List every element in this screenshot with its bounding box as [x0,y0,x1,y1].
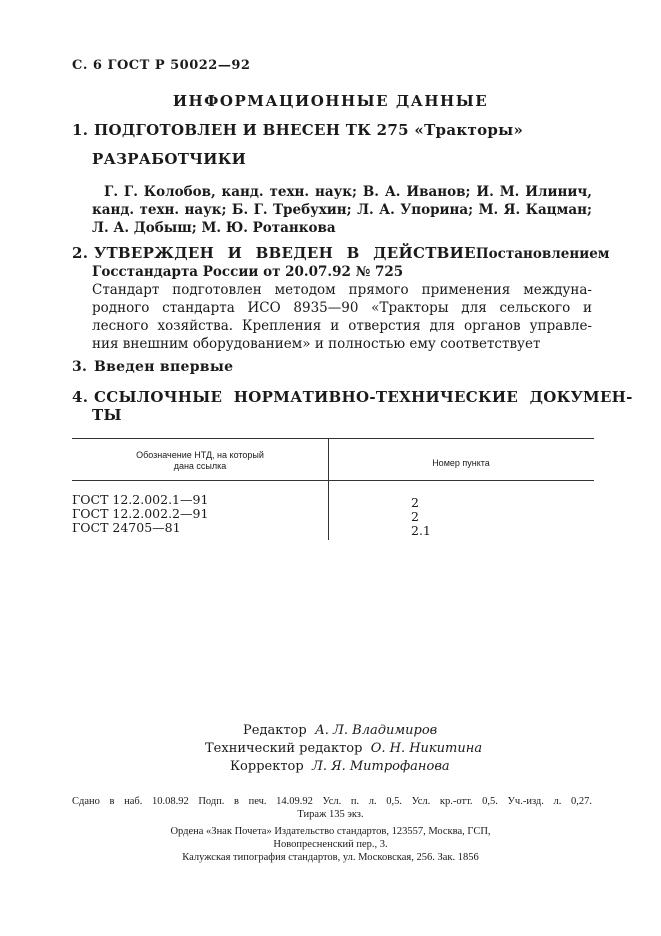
developers-line-2: канд. техн. наук; Б. Г. Требухин; Л. А. Упорина; М. Я. Кацман; [92,202,592,218]
section-2-heading [72,244,610,263]
table-header-doc: Обозначение НТД, на который дана ссылка [136,450,264,471]
section-2-text-line-2: родного стандарта ИСО 8935—90 «Тракторы для сельского и [92,300,592,316]
imprint-line-1: Сдано в наб. 10.08.92 Подп. в печ. 14.09.92 Усл. п. л. 0,5. Усл. кр.-отт. 0,5. Уч.-изд. л. 0,27. [72,796,592,807]
table-row-doc: ГОСТ 12.2.002.2—91 [72,506,209,521]
section-2-title: УТВЕРЖДЕН И ВВЕДЕН В ДЕЙСТВИЕ [94,244,476,262]
credit-technical-editor: Технический редактор О. Н. Никитина [205,741,483,756]
section-number: 3. [72,359,88,375]
table-row-item: 2 [411,509,419,524]
section-number: 1. [72,121,89,139]
section-2-text-line-4: ния внешним оборудованием» и полностью ему соответствует [92,336,541,352]
section-2-text-line-1: Стандарт подготовлен методом прямого применения междуна- [92,282,592,298]
section-2-text-line-3: лесного хозяйства. Крепления и отверстия для органов управле- [92,318,592,334]
developers-line-1: Г. Г. Колобов, канд. техн. наук; В. А. Иванов; И. М. Илинич, [104,184,592,200]
table-row-doc: ГОСТ 12.2.002.1—91 [72,492,209,507]
section-4-heading-cont: ТЫ [92,406,122,424]
table-row-item: 2.1 [411,523,431,538]
developers-line-3: Л. А. Добыш; М. Ю. Ротанкова [92,220,336,236]
section-2-resolution: Госстандарта России от 20.07.92 № 725 [92,264,404,280]
imprint-line-3: Ордена «Знак Почета» Издательство стандартов, 123557, Москва, ГСП, [170,826,491,837]
document-title: ИНФОРМАЦИОННЫЕ ДАННЫЕ [172,92,489,110]
table-header-rule [72,480,594,481]
table-top-rule [72,438,594,439]
page-header: С. 6 ГОСТ Р 50022—92 [72,58,251,73]
section-1-title: ПОДГОТОВЛЕН И ВНЕСЕН ТК 275 «Тракторы» [94,121,524,139]
section-4-title: ССЫЛОЧНЫЕ НОРМАТИВНО-ТЕХНИЧЕСКИЕ ДОКУМЕН- [94,388,633,406]
table-header-item: Номер пункта [432,458,490,468]
section-3-text: Введен впервые [94,359,234,375]
section-2-heading-tail: Постановлением [475,246,610,262]
section-number: 4. [72,388,89,406]
section-1-heading [72,121,523,139]
section-number: 2. [72,244,89,262]
developers-heading: РАЗРАБОТЧИКИ [92,150,247,168]
section-3 [72,359,233,375]
credit-corrector: Корректор Л. Я. Митрофанова [230,759,450,774]
imprint-line-4: Новопресненский пер., 3. [273,839,388,850]
table-row-doc: ГОСТ 24705—81 [72,520,181,535]
imprint-line-2: Тираж 135 экз. [297,809,364,820]
credit-editor: Редактор А. Л. Владимиров [243,723,438,738]
table-row-item: 2 [411,495,419,510]
table-column-divider [328,438,329,540]
section-4-heading [72,388,633,406]
imprint-line-5: Калужская типография стандартов, ул. Московская, 256. Зак. 1856 [182,852,479,863]
